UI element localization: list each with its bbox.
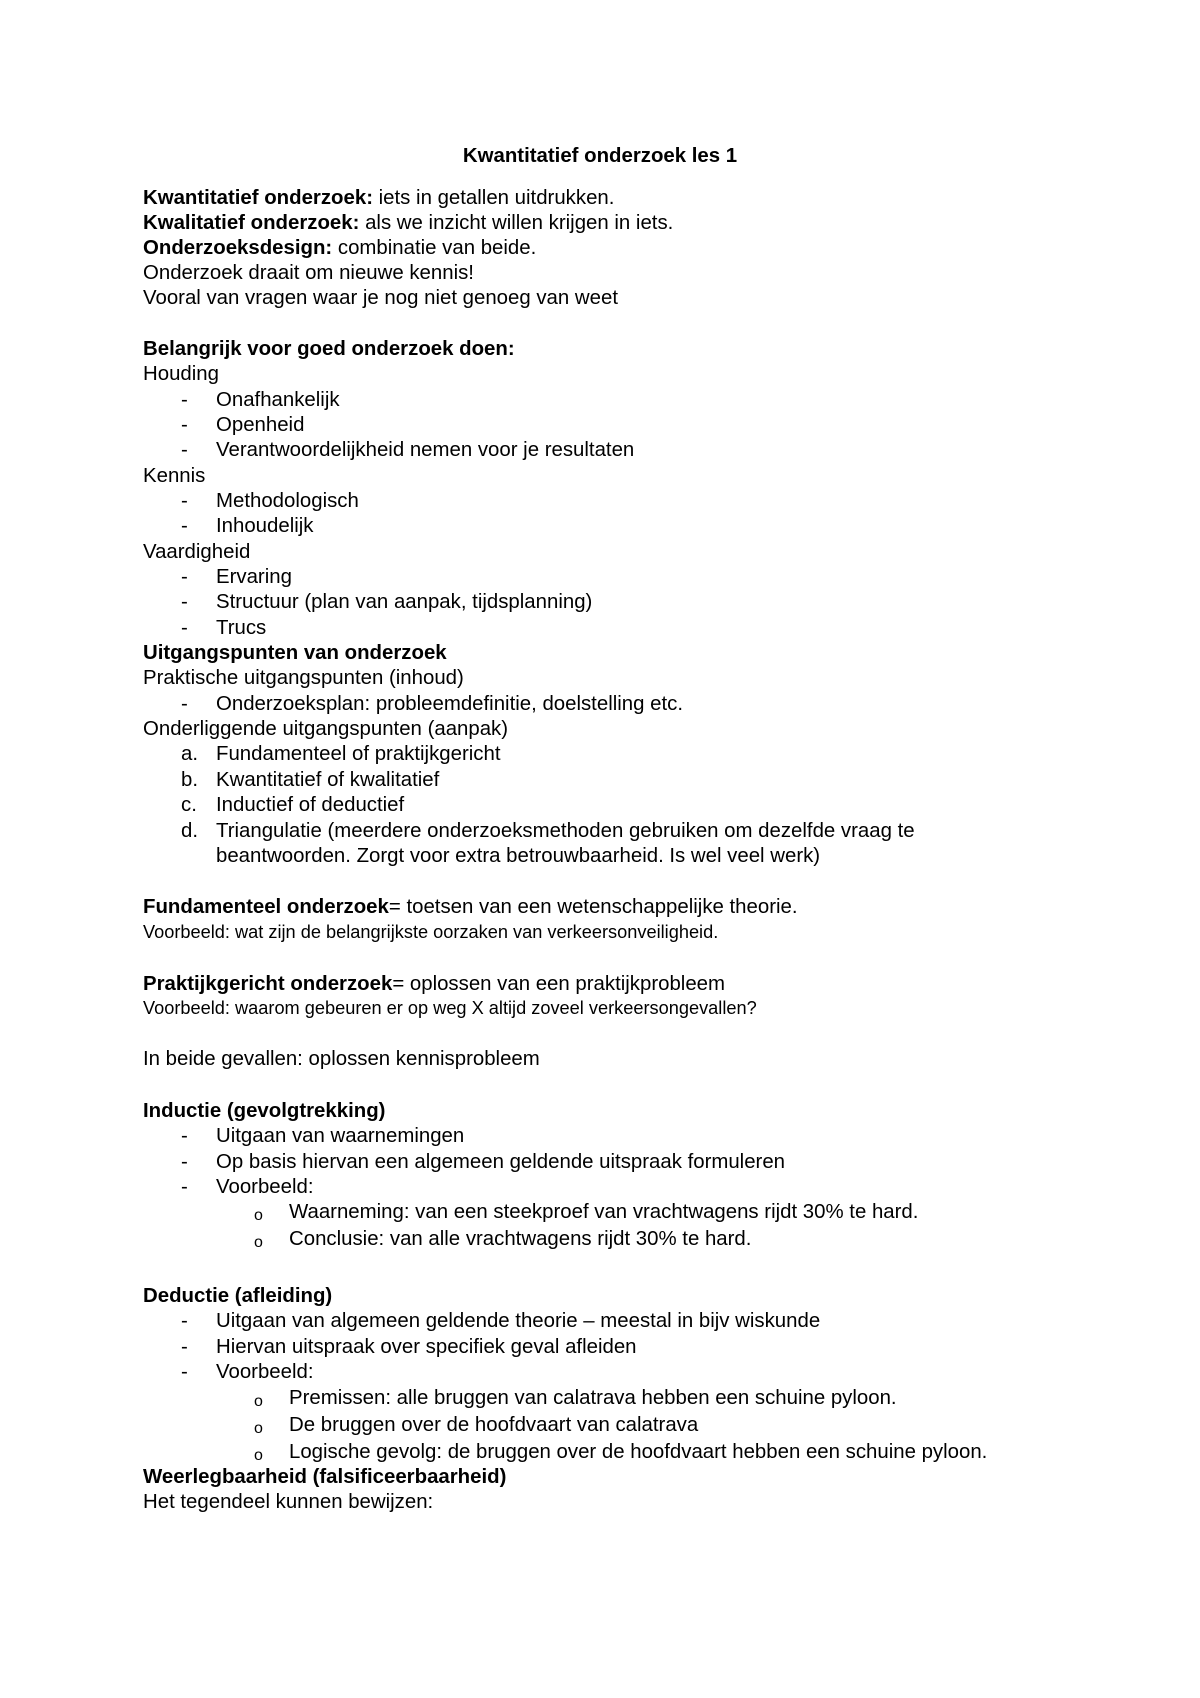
definition-line xyxy=(143,972,725,998)
dash-bullet: - xyxy=(181,414,188,436)
dash-bullet: - xyxy=(181,1310,188,1332)
list-item: Voorbeeld: xyxy=(216,1361,314,1383)
subheading: Vaardigheid xyxy=(143,541,251,563)
circle-bullet: o xyxy=(254,1234,263,1251)
list-item: Triangulatie (meerdere onderzoeksmethoden gebruiken om dezelfde vraag te xyxy=(216,820,915,842)
list-item: Kwantitatief of kwalitatief xyxy=(216,769,440,791)
dash-bullet: - xyxy=(181,1151,188,1173)
text-line: Vooral van vragen waar je nog niet genoeg van weet xyxy=(143,287,618,309)
sub-list-item: Waarneming: van een steekproef van vrachtwagens rijdt 30% te hard. xyxy=(289,1201,919,1223)
section-heading: Weerlegbaarheid (falsificeerbaarheid) xyxy=(143,1466,507,1488)
definition-term: Kwalitatief onderzoek: xyxy=(143,212,360,234)
circle-bullet: o xyxy=(254,1393,263,1410)
text-line: Onderzoek draait om nieuwe kennis! xyxy=(143,262,474,284)
letter-marker: c. xyxy=(181,794,197,816)
list-item: Ervaring xyxy=(216,566,292,588)
dash-bullet: - xyxy=(181,490,188,512)
list-item: Verantwoordelijkheid nemen voor je resultaten xyxy=(216,439,635,461)
dash-bullet: - xyxy=(181,591,188,613)
list-item: Methodologisch xyxy=(216,490,359,512)
dash-bullet: - xyxy=(181,389,188,411)
definition-text: = oplossen van een praktijkprobleem xyxy=(392,973,725,995)
dash-bullet: - xyxy=(181,1336,188,1358)
dash-bullet: - xyxy=(181,439,188,461)
list-item: Onderzoeksplan: probleemdefinitie, doelstelling etc. xyxy=(216,693,683,715)
list-item: Trucs xyxy=(216,617,267,639)
subheading: Praktische uitgangspunten (inhoud) xyxy=(143,667,464,689)
list-item: Uitgaan van waarnemingen xyxy=(216,1125,465,1147)
section-heading: Deductie (afleiding) xyxy=(143,1285,333,1307)
example-line: Voorbeeld: waarom gebeuren er op weg X altijd zoveel verkeersongevallen? xyxy=(143,998,757,1018)
list-item: Openheid xyxy=(216,414,305,436)
letter-marker: d. xyxy=(181,820,199,842)
definition-text: iets in getallen uitdrukken. xyxy=(372,187,615,209)
list-item: Inductief of deductief xyxy=(216,794,405,816)
sub-list-item: Conclusie: van alle vrachtwagens rijdt 30% te hard. xyxy=(289,1228,752,1250)
list-item: Uitgaan van algemeen geldende theorie – meestal in bijv wiskunde xyxy=(216,1310,821,1332)
circle-bullet: o xyxy=(254,1207,263,1224)
definition-term: Onderzoeksdesign: xyxy=(143,237,333,259)
list-item: Fundamenteel of praktijkgericht xyxy=(216,743,501,765)
sub-list-item: De bruggen over de hoofdvaart van calatrava xyxy=(289,1414,699,1436)
list-item: Structuur (plan van aanpak, tijdsplanning) xyxy=(216,591,593,613)
subheading: Onderliggende uitgangspunten (aanpak) xyxy=(143,718,509,740)
list-item: Voorbeeld: xyxy=(216,1176,314,1198)
sub-list-item: Logische gevolg: de bruggen over de hoofdvaart hebben een schuine pyloon. xyxy=(289,1441,988,1463)
definition-text: als we inzicht willen krijgen in iets. xyxy=(359,212,674,234)
dash-bullet: - xyxy=(181,693,188,715)
list-item: Hiervan uitspraak over specifiek geval afleiden xyxy=(216,1336,637,1358)
document-title: Kwantitatief onderzoek les 1 xyxy=(462,145,738,167)
dash-bullet: - xyxy=(181,1125,188,1147)
letter-marker: a. xyxy=(181,743,199,765)
list-item: Inhoudelijk xyxy=(216,515,314,537)
definition-line xyxy=(143,211,673,237)
definition-term: Kwantitatief onderzoek: xyxy=(143,187,373,209)
definition-line xyxy=(143,236,536,262)
definition-line xyxy=(143,186,614,212)
example-line: Voorbeeld: wat zijn de belangrijkste oorzaken van verkeersonveiligheid. xyxy=(143,922,719,942)
dash-bullet: - xyxy=(181,1361,188,1383)
list-item-continuation: beantwoorden. Zorgt voor extra betrouwbaarheid. Is wel veel werk) xyxy=(216,845,821,867)
circle-bullet: o xyxy=(254,1447,263,1464)
dash-bullet: - xyxy=(181,566,188,588)
section-heading: Belangrijk voor goed onderzoek doen: xyxy=(143,338,515,360)
list-item: Onafhankelijk xyxy=(216,389,340,411)
definition-term: Fundamenteel onderzoek xyxy=(143,896,389,918)
definition-term: Praktijkgericht onderzoek xyxy=(143,973,393,995)
section-heading: Uitgangspunten van onderzoek xyxy=(143,642,447,664)
subheading: Kennis xyxy=(143,465,206,487)
dash-bullet: - xyxy=(181,515,188,537)
circle-bullet: o xyxy=(254,1420,263,1437)
letter-marker: b. xyxy=(181,769,199,791)
definition-line xyxy=(143,895,798,921)
text-line: In beide gevallen: oplossen kennisprobleem xyxy=(143,1048,540,1070)
section-heading: Inductie (gevolgtrekking) xyxy=(143,1100,386,1122)
dash-bullet: - xyxy=(181,1176,188,1198)
subheading: Houding xyxy=(143,363,219,385)
definition-text: combinatie van beide. xyxy=(332,237,537,259)
list-item: Op basis hiervan een algemeen geldende uitspraak formuleren xyxy=(216,1151,786,1173)
definition-text: = toetsen van een wetenschappelijke theorie. xyxy=(388,896,798,918)
text-line: Het tegendeel kunnen bewijzen: xyxy=(143,1491,434,1513)
sub-list-item: Premissen: alle bruggen van calatrava hebben een schuine pyloon. xyxy=(289,1387,897,1409)
dash-bullet: - xyxy=(181,617,188,639)
